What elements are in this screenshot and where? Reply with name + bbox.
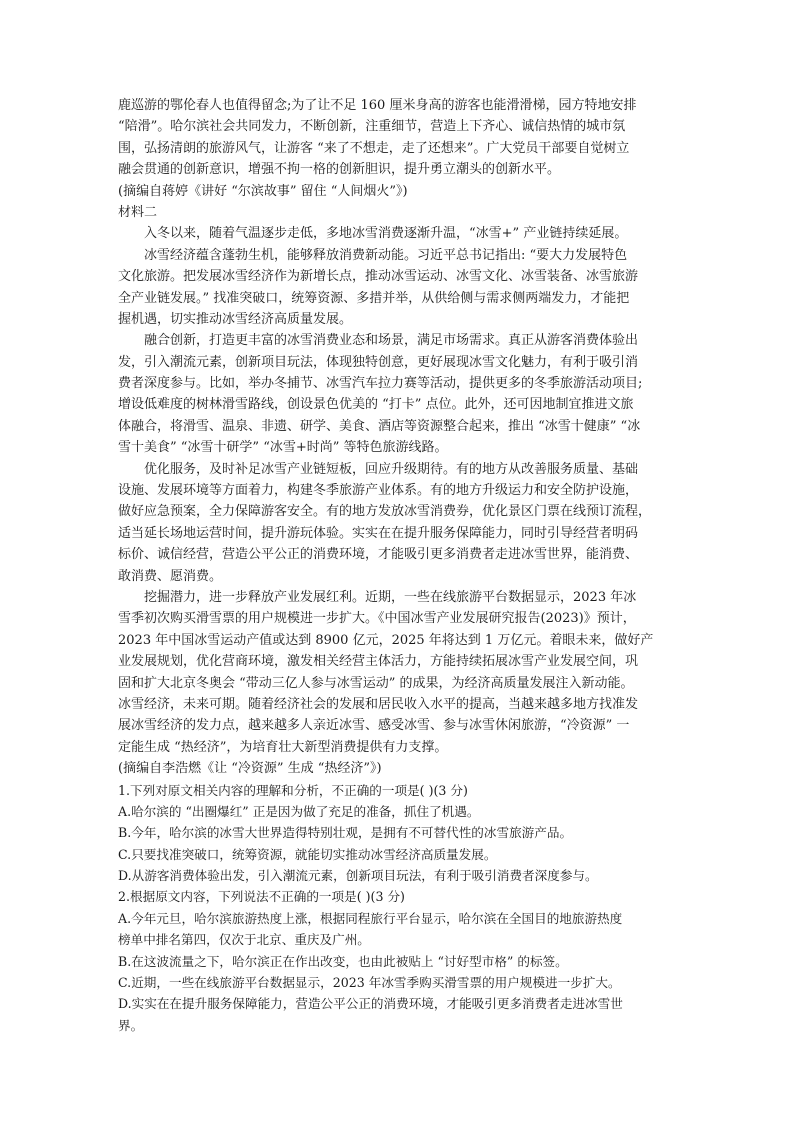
question-1-option-b: B.今年，哈尔滨的冰雪大世界造得特别壮观，是拥有不可替代性的冰雪旅游产品。 [118,825,573,841]
question-2-option-a-cont: 榜单中排名第四，仅次于北京、重庆及广州。 [118,932,370,948]
paragraph-start: 融合创新，打造更丰富的冰雪消费业态和场景，满足市场需求。真正从游客消费体验出 [144,333,639,349]
text-line: 鹿巡游的鄂伦春人也值得留念;为了让不足 160 厘米身高的游客也能滑滑梯，园方特地安排 [118,98,637,113]
paragraph-start: 入冬以来，随着气温逐步走低，多地冰雪消费逐渐升温，“冰雪+” 产业链持续延展。 [144,226,628,242]
paragraph-start: 优化服务，及时补足冰雪产业链短板，回应升级期待。有的地方从改善服务质量、基础 [144,461,639,477]
text-line: 2023 年中国冰雪运动产值或达到 8900 亿元，2025 年将达到 1 万亿元。着眼未来，做好产 [118,632,654,648]
question-1-option-a: A.哈尔滨的 “出圈爆红” 正是因为做了充足的准备，抓住了机遇。 [118,803,480,819]
question-1-stem: 1.下列对原文相关内容的理解和分析，不正确的一项是( )(3 分) [118,782,468,798]
text-line: 握机遇，切实推动冰雪经济高质量发展。 [118,311,353,327]
text-line: 体融合，将滑雪、温泉、非遗、研学、美食、酒店等资源整合起来，推出 “冰雪十健康” “冰 [118,418,641,434]
text-line: 发，引入潮流元素，创新项目玩法，体现独特创意，更好展现冰雪文化魅力，有利于吸引消 [118,354,639,370]
source-citation: (摘编自蒋婷《讲好 “尔滨故事” 留住 “人间烟火”》) [118,183,408,199]
question-1-option-c: C.只要找准突破口，统筹资源，就能切实推动冰雪经济高质量发展。 [118,846,497,862]
question-2-option-c: C.近期，一些在线旅游平台数据显示，2023 年冰雪季购买滑雪票的用户规模进一步扩大。 [118,975,621,991]
question-2-option-b: B.在这波流量之下，哈尔滨正在作出改变，也由此被贴上 “讨好型市格” 的标签。 [118,953,568,969]
source-citation: (摘编自李浩燃《让 “冷资源” 生成 “热经济”》) [118,761,382,777]
text-line: 标价、诚信经营，营造公平公正的消费环境，才能吸引更多消费者走进冰雪世界，能消费、 [118,547,639,563]
question-2-option-d-cont: 界。 [118,1017,144,1033]
text-line: 全产业链发展。” 找准突破口，统筹资源、多措并举，从供给侧与需求侧两端发力，才能把 [118,290,630,306]
text-line: 费者深度参与。比如，举办冬捕节、冰雪汽车拉力赛等活动，提供更多的冬季旅游活动项目; [118,376,643,392]
text-line: 固和扩大北京冬奥会 “带动三亿人参与冰雪运动” 的成果，为经济高质量发展注入新动能。 [118,675,634,691]
section-title: 材料二 [118,204,158,220]
question-1-option-d: D.从游客消费体验出发，引入潮流元素，创新项目玩法，有利于吸引消费者深度参与。 [118,868,598,884]
text-line: 融会贯通的创新意识，增强不拘一格的创新胆识，提升勇立潮头的创新水平。 [118,162,561,178]
text-line: 冰雪经济，未来可期。随着经济社会的发展和居民收入水平的提高，当越来越多地方找准发 [118,696,639,712]
paragraph-start: 冰雪经济蕴含蓬勃生机，能够释放消费新动能。习近平总书记指出: “要大力发展特色 [144,247,628,263]
text-line: 雪季初次购买滑雪票的用户规模进一步扩大。《中国冰雪产业发展研究报告(2023)》预计， [118,611,636,627]
question-2-option-d: D.实实在在提升服务保障能力，营造公平公正的消费环境，才能吸引更多消费者走进冰雪世 [118,996,623,1012]
text-line: 雪十美食” “冰雪十研学” “冰雪+时尚” 等特色旅游线路。 [118,440,448,456]
text-line: “陪滑”。哈尔滨社会共同发力，不断创新，注重细节，营造上下齐心、诚信热情的城市氛 [118,119,626,135]
text-line: 围，弘扬清朗的旅游风气，让游客 “来了不想走，走了还想来”。广大党员干部要自觉树立 [118,140,630,156]
text-line: 做好应急预案，全力保障游客安全。有的地方发放冰雪消费券，优化景区门票在线预订流程， [118,504,652,520]
text-line: 增设低难度的树林滑雪路线，创设景色优美的 “打卡” 点位。此外，还可因地制宜推进文旅 [118,397,634,413]
document-page [118,95,680,1036]
text-line: 设施、发展环境等方面着力，构建冬季旅游产业体系。有的地方升级运力和安全防护设施， [118,483,639,499]
paragraph-start: 挖掘潜力，进一步释放产业发展红利。近期，一些在线旅游平台数据显示，2023 年冰 [144,589,637,605]
text-line: 敢消费、愿消费。 [118,568,223,584]
question-2-stem: 2.根据原文内容，下列说法不正确的一项是( )(3 分) [118,889,405,905]
text-line: 展冰雪经济的发力点，越来越多人亲近冰雪、感受冰雪、参与冰雪休闲旅游，“冷资源” 一 [118,718,630,734]
text-line: 文化旅游。把发展冰雪经济作为新增长点，推动冰雪运动、冰雪文化、冰雪装备、冰雪旅游 [118,269,639,285]
question-2-option-a: A.今年元旦，哈尔滨旅游热度上涨，根据同程旅行平台显示，哈尔滨在全国目的地旅游热度 [118,910,623,926]
text-line: 业发展规划，优化营商环境，激发相关经营主体活力，方能持续拓展冰雪产业发展空间，巩 [118,654,639,670]
text-line: 定能生成 “热经济”，为培育壮大新型消费提供有力支撑。 [118,739,448,755]
text-line: 适当延长场地运营时间，提升游玩体验。实实在在提升服务保障能力，同时引导经营者明码 [118,525,639,541]
